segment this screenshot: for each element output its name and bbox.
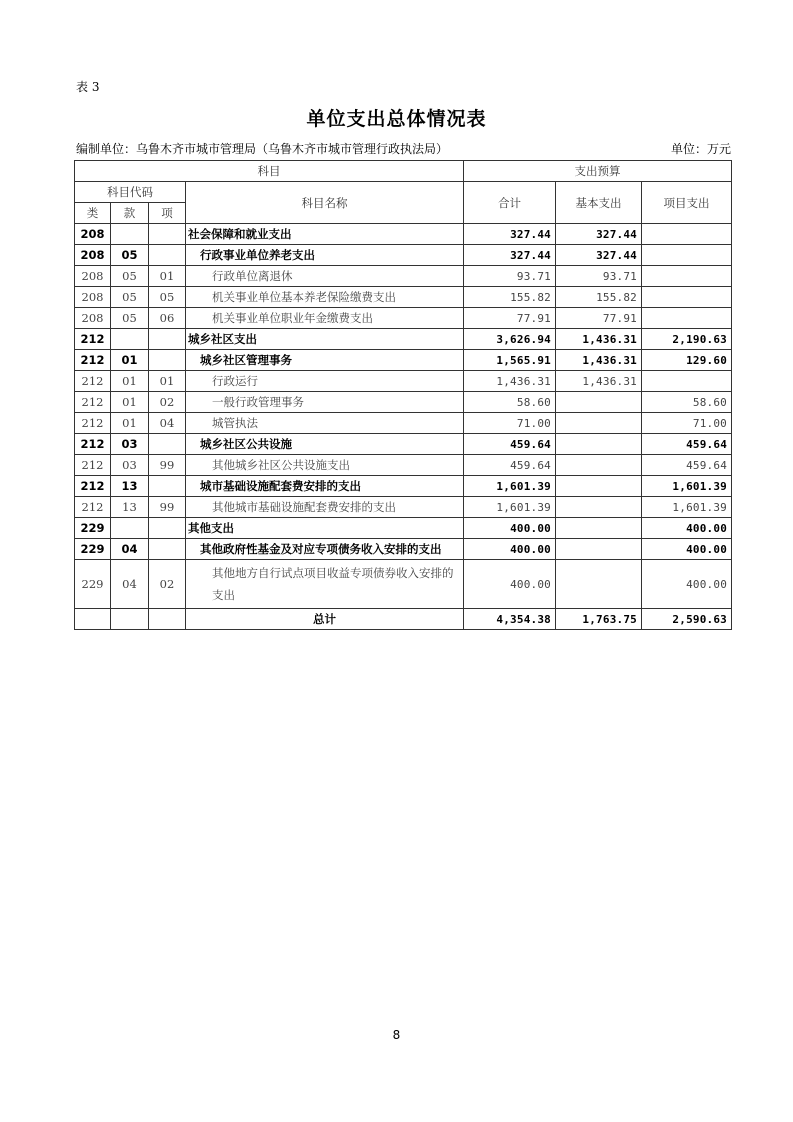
cell-lei: 212 xyxy=(75,497,111,518)
cell-total: 400.00 xyxy=(464,518,556,539)
cell-total: 77.91 xyxy=(464,308,556,329)
cell-total: 400.00 xyxy=(464,560,556,609)
cell-project: 459.64 xyxy=(642,434,732,455)
cell-basic xyxy=(556,560,642,609)
cell-lei: 212 xyxy=(75,371,111,392)
cell-basic: 327.44 xyxy=(556,245,642,266)
page-number: 8 xyxy=(392,1028,401,1042)
meta-line xyxy=(76,140,731,157)
cell-name: 行政事业单位养老支出 xyxy=(186,245,464,266)
total-sum: 4,354.38 xyxy=(464,609,556,630)
cell-lei: 208 xyxy=(75,287,111,308)
cell-project: 58.60 xyxy=(642,392,732,413)
compiler-unit: 编制单位：乌鲁木齐市城市管理局（乌鲁木齐市城市管理行政执法局） xyxy=(76,142,449,156)
cell-project xyxy=(642,371,732,392)
cell-basic: 155.82 xyxy=(556,287,642,308)
cell-xiang: 01 xyxy=(149,266,186,287)
cell-lei: 212 xyxy=(75,413,111,434)
cell-xiang: 99 xyxy=(149,497,186,518)
table-row xyxy=(75,308,732,329)
header-subject: 科目 xyxy=(75,161,464,182)
table-row xyxy=(75,266,732,287)
cell-project: 400.00 xyxy=(642,518,732,539)
cell-xiang xyxy=(149,245,186,266)
header-basic: 基本支出 xyxy=(556,182,642,224)
cell-name: 城乡社区管理事务 xyxy=(186,350,464,371)
table-row xyxy=(75,518,732,539)
cell-total: 93.71 xyxy=(464,266,556,287)
table-row xyxy=(75,455,732,476)
cell-basic xyxy=(556,497,642,518)
table-row xyxy=(75,476,732,497)
cell-basic xyxy=(556,392,642,413)
cell-xiang xyxy=(149,434,186,455)
cell-xiang xyxy=(149,224,186,245)
cell-total: 155.82 xyxy=(464,287,556,308)
cell-name: 其他城乡社区公共设施支出 xyxy=(186,455,464,476)
cell-xiang xyxy=(149,518,186,539)
cell-basic: 77.91 xyxy=(556,308,642,329)
cell-xiang: 99 xyxy=(149,455,186,476)
cell-total: 71.00 xyxy=(464,413,556,434)
table-row xyxy=(75,560,732,609)
table-row xyxy=(75,287,732,308)
cell-total: 459.64 xyxy=(464,434,556,455)
cell-lei: 212 xyxy=(75,329,111,350)
cell-kuan: 05 xyxy=(111,308,149,329)
cell-name: 社会保障和就业支出 xyxy=(186,224,464,245)
cell-kuan: 01 xyxy=(111,392,149,413)
cell-kuan: 01 xyxy=(111,413,149,434)
total-project: 2,590.63 xyxy=(642,609,732,630)
cell-lei: 212 xyxy=(75,392,111,413)
cell-lei: 212 xyxy=(75,434,111,455)
table-row xyxy=(75,371,732,392)
cell-name: 其他政府性基金及对应专项债务收入安排的支出 xyxy=(186,539,464,560)
cell-lei: 229 xyxy=(75,560,111,609)
cell-total: 327.44 xyxy=(464,224,556,245)
cell-lei: 208 xyxy=(75,308,111,329)
cell-basic xyxy=(556,455,642,476)
page-title: 单位支出总体情况表 xyxy=(306,108,487,130)
cell-project xyxy=(642,266,732,287)
cell-xiang: 02 xyxy=(149,392,186,413)
cell-name: 其他地方自行试点项目收益专项债券收入安排的支出 xyxy=(186,560,464,609)
cell-project: 71.00 xyxy=(642,413,732,434)
table-row xyxy=(75,329,732,350)
cell-xiang xyxy=(149,350,186,371)
table-row xyxy=(75,497,732,518)
cell-basic: 1,436.31 xyxy=(556,350,642,371)
cell-basic xyxy=(556,434,642,455)
cell-project: 400.00 xyxy=(642,539,732,560)
cell-kuan: 01 xyxy=(111,350,149,371)
cell-lei: 212 xyxy=(75,350,111,371)
cell-xiang: 05 xyxy=(149,287,186,308)
cell-lei: 208 xyxy=(75,245,111,266)
header-subject-code: 科目代码 xyxy=(75,182,186,203)
cell-basic: 1,436.31 xyxy=(556,371,642,392)
cell-lei: 229 xyxy=(75,518,111,539)
cell-kuan: 01 xyxy=(111,371,149,392)
table-row xyxy=(75,539,732,560)
cell-project xyxy=(642,245,732,266)
header-subject-name: 科目名称 xyxy=(186,182,464,224)
cell-project xyxy=(642,224,732,245)
header-total: 合计 xyxy=(464,182,556,224)
cell-kuan: 05 xyxy=(111,245,149,266)
cell-kuan xyxy=(111,609,149,630)
cell-lei: 212 xyxy=(75,476,111,497)
table-row xyxy=(75,434,732,455)
header-xiang: 项 xyxy=(149,203,186,224)
header-lei: 类 xyxy=(75,203,111,224)
cell-project: 2,190.63 xyxy=(642,329,732,350)
cell-basic xyxy=(556,413,642,434)
cell-xiang xyxy=(149,609,186,630)
cell-project: 459.64 xyxy=(642,455,732,476)
cell-name: 城管执法 xyxy=(186,413,464,434)
expenditure-table xyxy=(74,160,732,630)
cell-xiang: 06 xyxy=(149,308,186,329)
cell-kuan: 13 xyxy=(111,497,149,518)
cell-project: 1,601.39 xyxy=(642,476,732,497)
cell-name: 机关事业单位基本养老保险缴费支出 xyxy=(186,287,464,308)
cell-name: 其他支出 xyxy=(186,518,464,539)
cell-kuan: 05 xyxy=(111,266,149,287)
header-kuan: 款 xyxy=(111,203,149,224)
cell-basic: 1,436.31 xyxy=(556,329,642,350)
cell-total: 400.00 xyxy=(464,539,556,560)
cell-basic xyxy=(556,539,642,560)
cell-project xyxy=(642,308,732,329)
cell-kuan xyxy=(111,518,149,539)
table-label: 表 3 xyxy=(76,80,100,94)
cell-name: 城乡社区公共设施 xyxy=(186,434,464,455)
total-row xyxy=(75,609,732,630)
cell-lei: 212 xyxy=(75,455,111,476)
cell-xiang: 04 xyxy=(149,413,186,434)
cell-kuan: 13 xyxy=(111,476,149,497)
cell-total: 3,626.94 xyxy=(464,329,556,350)
cell-lei: 229 xyxy=(75,539,111,560)
header-project: 项目支出 xyxy=(642,182,732,224)
cell-basic xyxy=(556,476,642,497)
cell-project: 129.60 xyxy=(642,350,732,371)
cell-total: 1,565.91 xyxy=(464,350,556,371)
table-row xyxy=(75,392,732,413)
cell-name: 行政运行 xyxy=(186,371,464,392)
cell-basic: 93.71 xyxy=(556,266,642,287)
cell-name: 机关事业单位职业年金缴费支出 xyxy=(186,308,464,329)
cell-project: 1,601.39 xyxy=(642,497,732,518)
cell-basic: 327.44 xyxy=(556,224,642,245)
cell-total: 327.44 xyxy=(464,245,556,266)
cell-kuan: 03 xyxy=(111,455,149,476)
cell-xiang: 02 xyxy=(149,560,186,609)
cell-xiang xyxy=(149,476,186,497)
currency-unit: 单位：万元 xyxy=(670,142,731,156)
cell-xiang xyxy=(149,539,186,560)
cell-name: 其他城市基础设施配套费安排的支出 xyxy=(186,497,464,518)
total-basic: 1,763.75 xyxy=(556,609,642,630)
cell-kuan: 04 xyxy=(111,560,149,609)
cell-xiang: 01 xyxy=(149,371,186,392)
cell-kuan xyxy=(111,329,149,350)
cell-lei: 208 xyxy=(75,224,111,245)
cell-name: 行政单位离退休 xyxy=(186,266,464,287)
cell-total: 1,436.31 xyxy=(464,371,556,392)
cell-lei: 208 xyxy=(75,266,111,287)
header-budget: 支出预算 xyxy=(464,161,732,182)
cell-xiang xyxy=(149,329,186,350)
cell-kuan: 05 xyxy=(111,287,149,308)
total-label: 总计 xyxy=(186,609,464,630)
cell-name: 城市基础设施配套费安排的支出 xyxy=(186,476,464,497)
cell-kuan xyxy=(111,224,149,245)
cell-project xyxy=(642,287,732,308)
cell-kuan: 03 xyxy=(111,434,149,455)
table-row xyxy=(75,350,732,371)
cell-total: 1,601.39 xyxy=(464,476,556,497)
cell-total: 459.64 xyxy=(464,455,556,476)
table-row xyxy=(75,224,732,245)
cell-total: 58.60 xyxy=(464,392,556,413)
table-row xyxy=(75,413,732,434)
cell-lei xyxy=(75,609,111,630)
cell-basic xyxy=(556,518,642,539)
table-row xyxy=(75,245,732,266)
cell-name: 一般行政管理事务 xyxy=(186,392,464,413)
cell-kuan: 04 xyxy=(111,539,149,560)
cell-total: 1,601.39 xyxy=(464,497,556,518)
cell-project: 400.00 xyxy=(642,560,732,609)
cell-name: 城乡社区支出 xyxy=(186,329,464,350)
